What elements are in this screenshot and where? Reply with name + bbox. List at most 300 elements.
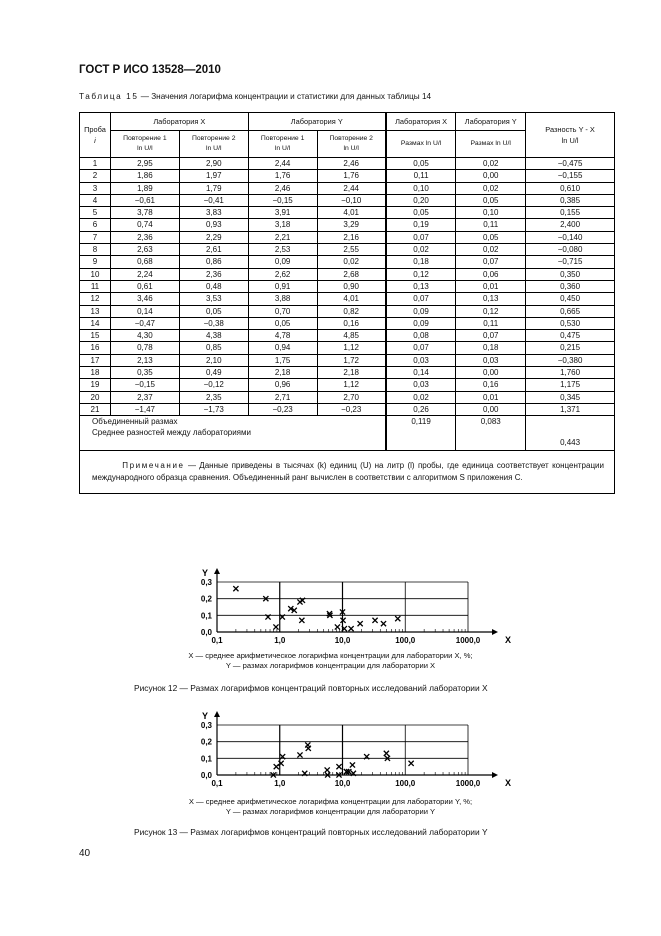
header-x-rep1: Повторение 1 ln U/l	[110, 131, 179, 158]
table-cell: 2,46	[317, 158, 386, 170]
table-cell: 4	[80, 194, 111, 206]
data-table	[79, 112, 615, 494]
data-point	[299, 618, 304, 623]
table-cell: 4,30	[110, 330, 179, 342]
table-cell: 3,83	[179, 207, 248, 219]
table-cell: 0,07	[386, 231, 456, 243]
table-cell: 0,05	[456, 194, 526, 206]
point-stroke	[265, 614, 270, 619]
figure-12-caption-x: X — среднее арифметическое логарифма концентрации для лаборатории X, %;	[188, 651, 473, 660]
table-cell: 0,49	[179, 367, 248, 379]
y-tick-label: 0,3	[200, 721, 212, 730]
table-cell: 4,01	[317, 293, 386, 305]
point-stroke	[273, 624, 278, 629]
point-stroke	[274, 764, 279, 769]
header-range-y-unit: Размах ln U/l	[456, 131, 526, 158]
table-cell: 0,90	[317, 280, 386, 292]
data-point	[351, 771, 356, 776]
point-stroke	[292, 608, 297, 613]
table-cell: 0,05	[179, 305, 248, 317]
point-stroke	[278, 761, 283, 766]
point-stroke	[325, 772, 330, 777]
table-row	[80, 219, 615, 231]
page-number: 40	[79, 848, 91, 859]
table-cell: 3	[80, 182, 111, 194]
y-tick-label: 0,0	[200, 771, 212, 780]
point-stroke	[340, 618, 345, 623]
data-point	[348, 626, 353, 631]
point-stroke	[351, 771, 356, 776]
header-y-rep1: Повторение 1 ln U/l	[248, 131, 317, 158]
table-cell: 4,78	[248, 330, 317, 342]
figure-13-caption-y: Y — размах логарифмов концентрации для лаборатории Y	[225, 807, 436, 816]
table-caption	[79, 92, 431, 101]
table-cell: 0,00	[456, 403, 526, 415]
table-cell: 0,02	[456, 244, 526, 256]
table-cell: 2,61	[179, 244, 248, 256]
data-point	[344, 769, 349, 774]
table-cell: 0,91	[248, 280, 317, 292]
y-tick-label: 0,0	[200, 628, 212, 637]
table-cell: 0,13	[386, 280, 456, 292]
table-cell: 2,71	[248, 391, 317, 403]
data-point	[273, 624, 278, 629]
table-cell: 0,78	[110, 342, 179, 354]
table-cell: −0,10	[317, 194, 386, 206]
point-stroke	[348, 626, 353, 631]
table-cell: 0,14	[386, 367, 456, 379]
data-point	[297, 599, 302, 604]
table-cell: 0,08	[386, 330, 456, 342]
figure-12-chart	[201, 568, 511, 645]
table-cell: 0,11	[386, 170, 456, 182]
point-stroke	[372, 618, 377, 623]
table-cell: 0,16	[456, 379, 526, 391]
table-cell: 0,09	[248, 256, 317, 268]
table-cell: 11	[80, 280, 111, 292]
table-cell: 0,450	[526, 293, 615, 305]
table-cell: 10	[80, 268, 111, 280]
table-cell: 3,18	[248, 219, 317, 231]
table-row	[80, 330, 615, 342]
table-cell: −0,47	[110, 317, 179, 329]
table-cell: 0,96	[248, 379, 317, 391]
table-row	[80, 244, 615, 256]
point-stroke	[263, 596, 268, 601]
table-cell: 4,85	[317, 330, 386, 342]
point-stroke	[327, 611, 332, 616]
table-cell: 0,345	[526, 391, 615, 403]
point-stroke	[305, 742, 310, 747]
point-stroke	[280, 754, 285, 759]
table-cell: 2,46	[248, 182, 317, 194]
table-cell: 1,371	[526, 403, 615, 415]
y-tick-label: 0,3	[200, 578, 212, 587]
table-cell: 0,00	[456, 367, 526, 379]
table-row	[80, 403, 615, 415]
data-point	[372, 618, 377, 623]
table-cell: 1,760	[526, 367, 615, 379]
data-point	[346, 769, 351, 774]
y-tick-label: 0,2	[200, 737, 212, 747]
table-cell: 1,175	[526, 379, 615, 391]
point-stroke	[346, 769, 351, 774]
point-stroke	[336, 764, 341, 769]
figure-13-chart	[201, 711, 511, 788]
point-stroke	[325, 767, 330, 772]
y-axis-arrow	[214, 711, 220, 717]
table-cell: 0,19	[386, 219, 456, 231]
table-cell: 21	[80, 403, 111, 415]
data-point	[336, 772, 341, 777]
data-point	[306, 746, 311, 751]
table-row	[80, 367, 615, 379]
table-cell: 0,70	[248, 305, 317, 317]
y-tick-label: 0,1	[200, 754, 212, 764]
table-cell: 1,97	[179, 170, 248, 182]
point-stroke	[302, 771, 307, 776]
data-point	[340, 609, 345, 614]
table-cell: 0,48	[179, 280, 248, 292]
table-note	[80, 451, 615, 494]
y-axis-arrow	[214, 568, 220, 574]
table-cell: 0,10	[456, 207, 526, 219]
page-header: ГОСТ Р ИСО 13528—2010	[79, 64, 221, 76]
table-cell: 0,475	[526, 330, 615, 342]
x-tick-label: 1,0	[274, 636, 286, 645]
table-cell: 2,63	[110, 244, 179, 256]
table-cell: 0,18	[386, 256, 456, 268]
table-cell: 0,35	[110, 367, 179, 379]
x-axis-arrow	[492, 772, 498, 778]
figure-12-title: Рисунок 12 — Размах логарифмов концентраций повторных исследований лаборатории X	[134, 683, 488, 693]
point-stroke	[344, 769, 349, 774]
table-cell: −0,715	[526, 256, 615, 268]
table-cell: 1,86	[110, 170, 179, 182]
table-cell: 0,16	[317, 317, 386, 329]
table-cell: 2,44	[248, 158, 317, 170]
data-point	[395, 616, 400, 621]
table-cell: 17	[80, 354, 111, 366]
table-body	[80, 158, 615, 416]
table-cell: 0,215	[526, 342, 615, 354]
x-tick-label: 1000,0	[455, 779, 481, 788]
table-cell: 6	[80, 219, 111, 231]
header-lab-x: Лаборатория X	[110, 113, 248, 131]
data-point	[288, 606, 293, 611]
point-stroke	[302, 771, 307, 776]
table-cell: 2,400	[526, 219, 615, 231]
table-cell: −0,15	[110, 379, 179, 391]
table-cell: 3,29	[317, 219, 386, 231]
table-cell: 1,72	[317, 354, 386, 366]
table-cell: 2,10	[179, 354, 248, 366]
data-point	[381, 621, 386, 626]
header-lab-y: Лаборатория Y	[248, 113, 386, 131]
table-cell: 0,00	[456, 170, 526, 182]
figure-13-caption-x: X — среднее арифметическое логарифма концентрации для лаборатории Y, %;	[188, 797, 473, 806]
header-range-lab-y: Лаборатория Y	[456, 113, 526, 131]
table-cell: 0,09	[386, 317, 456, 329]
table-cell: 0,02	[386, 391, 456, 403]
table-row	[80, 170, 615, 182]
table-cell: 0,155	[526, 207, 615, 219]
table-cell: 0,12	[386, 268, 456, 280]
table-cell: 0,85	[179, 342, 248, 354]
table-cell: −0,41	[179, 194, 248, 206]
x-axis-label: X	[504, 778, 512, 788]
table-row	[80, 194, 615, 206]
point-stroke	[263, 596, 268, 601]
x-tick-label: 10,0	[334, 636, 351, 645]
table-cell: 2,29	[179, 231, 248, 243]
table-cell: 0,09	[386, 305, 456, 317]
pooled-range-x: 0,119	[386, 416, 456, 451]
data-point	[263, 596, 268, 601]
table-cell: 5	[80, 207, 111, 219]
point-stroke	[233, 586, 238, 591]
table-cell: 3,53	[179, 293, 248, 305]
data-point	[336, 764, 341, 769]
point-stroke	[340, 618, 345, 623]
table-row	[80, 207, 615, 219]
table-cell: 12	[80, 293, 111, 305]
point-stroke	[381, 621, 386, 626]
table-cell: 0,07	[456, 330, 526, 342]
table-cell: 2,95	[110, 158, 179, 170]
table-cell: −0,23	[248, 403, 317, 415]
point-stroke	[300, 598, 305, 603]
header-range-x-unit: Размах ln U/l	[386, 131, 456, 158]
table-cell: 19	[80, 379, 111, 391]
y-tick-label: 0,2	[200, 594, 212, 604]
point-stroke	[384, 751, 389, 756]
table-cell: 0,14	[110, 305, 179, 317]
point-stroke	[348, 626, 353, 631]
table-cell: 0,05	[386, 158, 456, 170]
x-tick-label: 1000,0	[455, 636, 481, 645]
data-point	[233, 586, 238, 591]
point-stroke	[233, 586, 238, 591]
table-row	[80, 268, 615, 280]
point-stroke	[274, 764, 279, 769]
x-axis-label: X	[504, 635, 512, 645]
data-point	[302, 771, 307, 776]
table-cell: 1,12	[317, 342, 386, 354]
point-stroke	[409, 761, 414, 766]
x-tick-label: 10,0	[334, 779, 351, 788]
point-stroke	[395, 616, 400, 621]
table-cell: 0,26	[386, 403, 456, 415]
table-cell: 0,13	[456, 293, 526, 305]
data-point	[271, 772, 276, 777]
table-cell: 20	[80, 391, 111, 403]
data-point	[265, 614, 270, 619]
table-cell: 15	[80, 330, 111, 342]
table-caption-number: Таблица 15	[79, 92, 139, 101]
x-tick-label: 100,0	[395, 779, 416, 788]
x-tick-label: 0,1	[211, 779, 223, 788]
table-cell: 3,78	[110, 207, 179, 219]
table-cell: 1	[80, 158, 111, 170]
point-stroke	[364, 754, 369, 759]
table-cell: 2,90	[179, 158, 248, 170]
table-cell: 2,35	[179, 391, 248, 403]
point-stroke	[358, 621, 363, 626]
point-stroke	[344, 769, 349, 774]
table-cell: 2,21	[248, 231, 317, 243]
table-cell: 3,46	[110, 293, 179, 305]
table-row	[80, 354, 615, 366]
point-stroke	[280, 614, 285, 619]
data-point	[364, 754, 369, 759]
point-stroke	[288, 606, 293, 611]
y-axis-label: Y	[201, 568, 209, 578]
x-axis-arrow	[492, 629, 498, 635]
table-cell: −0,12	[179, 379, 248, 391]
table-cell: 0,11	[456, 219, 526, 231]
point-stroke	[271, 772, 276, 777]
data-point	[327, 611, 332, 616]
mean-difference: 0,443	[526, 416, 615, 451]
table-cell: −0,38	[179, 317, 248, 329]
table-cell: 0,07	[386, 293, 456, 305]
table-cell: −0,23	[317, 403, 386, 415]
data-point	[350, 762, 355, 767]
table-cell: 0,05	[386, 207, 456, 219]
point-stroke	[409, 761, 414, 766]
point-stroke	[280, 614, 285, 619]
table-cell: −0,15	[248, 194, 317, 206]
table-cell: 1,76	[248, 170, 317, 182]
data-point	[335, 624, 340, 629]
point-stroke	[306, 746, 311, 751]
data-point	[292, 608, 297, 613]
point-stroke	[344, 769, 349, 774]
y-axis-label: Y	[201, 711, 209, 721]
data-point	[340, 618, 345, 623]
data-point	[385, 756, 390, 761]
header-y-rep2: Повторение 2 ln U/l	[317, 131, 386, 158]
table-cell: 18	[80, 367, 111, 379]
table-cell: −0,61	[110, 194, 179, 206]
table-cell: 0,02	[386, 244, 456, 256]
table-cell: 0,01	[456, 391, 526, 403]
data-point	[280, 754, 285, 759]
table-cell: 0,03	[386, 379, 456, 391]
point-stroke	[381, 621, 386, 626]
header-diff: Разность Y - X ln U/l	[526, 113, 615, 158]
table-cell: 0,07	[456, 256, 526, 268]
table-cell: 1,76	[317, 170, 386, 182]
table-cell: 0,12	[456, 305, 526, 317]
data-point	[278, 761, 283, 766]
point-stroke	[395, 616, 400, 621]
data-point	[409, 761, 414, 766]
table-cell: 2,37	[110, 391, 179, 403]
data-point	[325, 772, 330, 777]
table-row	[80, 293, 615, 305]
summary-labels: Объединенный размах Среднее разностей между лабораториями	[80, 416, 386, 451]
point-stroke	[327, 613, 332, 618]
point-stroke	[299, 618, 304, 623]
point-stroke	[292, 608, 297, 613]
table-cell: 0,61	[110, 280, 179, 292]
table-cell: −0,080	[526, 244, 615, 256]
table-row	[80, 342, 615, 354]
point-stroke	[385, 756, 390, 761]
x-tick-label: 0,1	[211, 636, 223, 645]
table-row	[80, 182, 615, 194]
table-cell: 0,06	[456, 268, 526, 280]
table-cell: 0,74	[110, 219, 179, 231]
table-cell: 0,11	[456, 317, 526, 329]
table-cell: −0,155	[526, 170, 615, 182]
point-stroke	[372, 618, 377, 623]
table-cell: 0,20	[386, 194, 456, 206]
table-cell: 13	[80, 305, 111, 317]
table-row	[80, 280, 615, 292]
table-cell: 2,24	[110, 268, 179, 280]
table-cell: 0,02	[456, 182, 526, 194]
note-label: Примечание	[122, 461, 185, 471]
header-x-rep2: Повторение 2 ln U/l	[179, 131, 248, 158]
table-cell: 0,82	[317, 305, 386, 317]
figure-13-title: Рисунок 13 — Размах логарифмов концентраций повторных исследований лаборатории Y	[134, 827, 488, 837]
table-cell: 2,16	[317, 231, 386, 243]
point-stroke	[325, 772, 330, 777]
data-point	[342, 626, 347, 631]
data-point	[384, 751, 389, 756]
table-cell: −1,73	[179, 403, 248, 415]
data-point	[358, 621, 363, 626]
point-stroke	[350, 762, 355, 767]
point-stroke	[297, 752, 302, 757]
point-stroke	[335, 624, 340, 629]
table-cell: 0,530	[526, 317, 615, 329]
table-cell: 0,94	[248, 342, 317, 354]
point-stroke	[265, 614, 270, 619]
table-cell: 2,36	[110, 231, 179, 243]
table-cell: 0,03	[456, 354, 526, 366]
point-stroke	[358, 621, 363, 626]
table-row	[80, 158, 615, 170]
point-stroke	[351, 771, 356, 776]
data-point	[274, 764, 279, 769]
point-stroke	[336, 772, 341, 777]
table-cell: 16	[80, 342, 111, 354]
table-cell: 0,02	[456, 158, 526, 170]
point-stroke	[385, 756, 390, 761]
table-cell: −1,47	[110, 403, 179, 415]
point-stroke	[340, 609, 345, 614]
point-stroke	[325, 767, 330, 772]
point-stroke	[299, 618, 304, 623]
table-cell: 2,18	[248, 367, 317, 379]
point-stroke	[336, 764, 341, 769]
table-cell: 0,68	[110, 256, 179, 268]
point-stroke	[364, 754, 369, 759]
y-tick-label: 0,1	[200, 611, 212, 621]
point-stroke	[384, 751, 389, 756]
table-cell: 1,89	[110, 182, 179, 194]
point-stroke	[280, 754, 285, 759]
table-row	[80, 391, 615, 403]
table-cell: 0,665	[526, 305, 615, 317]
x-tick-label: 1,0	[274, 779, 286, 788]
point-stroke	[306, 746, 311, 751]
table-cell: 0,93	[179, 219, 248, 231]
